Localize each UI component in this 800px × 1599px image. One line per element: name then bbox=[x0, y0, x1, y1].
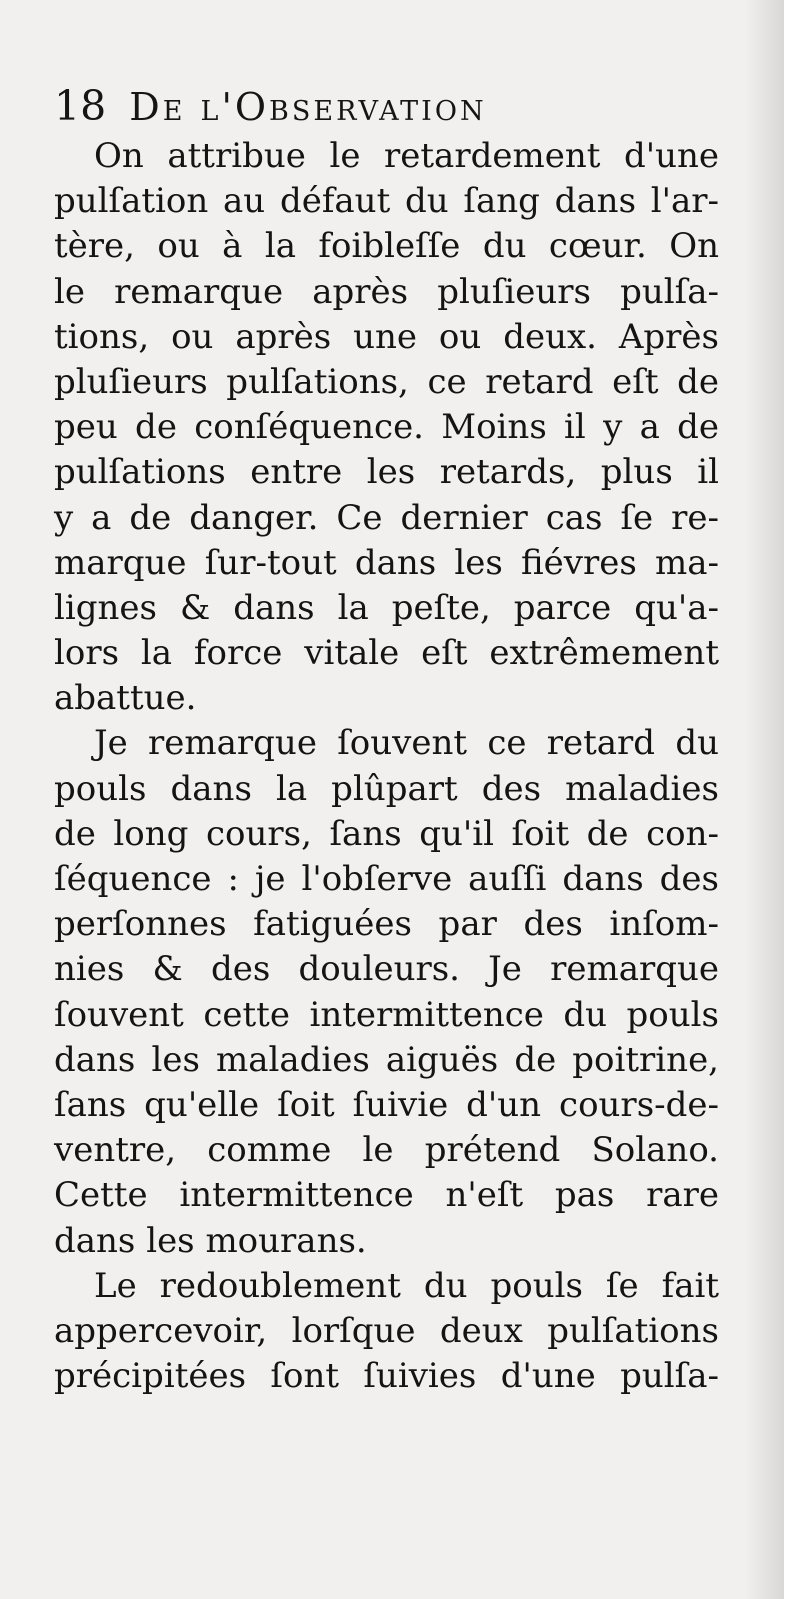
text-line: Je remarque ſouvent ce retard du bbox=[94, 723, 719, 764]
text-line: On attribue le retardement d'une bbox=[94, 136, 719, 176]
text-line: pluſieurs pulſations, ce retard eſt de bbox=[54, 361, 719, 402]
text-line: Cette intermittence n'eſt pas rare bbox=[54, 1175, 719, 1216]
text-line: ventre, comme le prétend Solano. bbox=[54, 1130, 719, 1171]
text-line: pulſations entre les retards, plus il bbox=[54, 452, 719, 493]
text-line: lors la force vitale eſt extrêmement bbox=[54, 633, 719, 674]
text-line: ſouvent cette intermittence du pouls bbox=[54, 994, 719, 1035]
text-line: ſans qu'elle ſoit ſuivie d'un cours-de- bbox=[54, 1084, 719, 1125]
text-line: dans les mourans. bbox=[54, 1220, 367, 1261]
text-line: tions, ou après une ou deux. Après bbox=[54, 316, 719, 357]
text-line: pulſation au défaut du ſang dans l'ar- bbox=[54, 181, 719, 222]
text-line: lignes & dans la peſte, parce qu'a- bbox=[54, 587, 719, 628]
text-line: y a de danger. Ce dernier cas ſe re- bbox=[54, 497, 719, 538]
text-line: tère, ou à la foibleſſe du cœur. On bbox=[54, 226, 719, 267]
text-line: dans les maladies aiguës de poitrine, bbox=[54, 1039, 719, 1080]
text-line: nies & des douleurs. Je remarque bbox=[54, 949, 719, 990]
text-line: abattue. bbox=[54, 678, 197, 719]
text-line: de long cours, ſans qu'il ſoit de con- bbox=[54, 813, 719, 854]
text-line: Le redoublement du pouls ſe fait bbox=[94, 1265, 719, 1306]
text-line: peu de conſéquence. Moins il y a de bbox=[54, 407, 719, 448]
text-line: appercevoir, lorſque deux pulſations bbox=[54, 1310, 719, 1351]
text-line: perſonnes fatiguées par des inſom- bbox=[54, 904, 719, 945]
text-line: marque ſur-tout dans les fiévres ma- bbox=[54, 542, 719, 583]
running-title: De l'Observation bbox=[129, 85, 487, 129]
text-line: précipitées ſont ſuivies d'une pulſa- bbox=[54, 1356, 719, 1397]
text-line: pouls dans la plûpart des maladies bbox=[54, 768, 719, 809]
text-line: le remarque après pluſieurs pulſa- bbox=[54, 271, 719, 312]
body-text bbox=[54, 134, 719, 1399]
page-number: 18 bbox=[54, 82, 107, 130]
page-header bbox=[54, 82, 754, 134]
text-line: ſéquence : je l'obſerve auſſi dans des bbox=[54, 859, 719, 899]
